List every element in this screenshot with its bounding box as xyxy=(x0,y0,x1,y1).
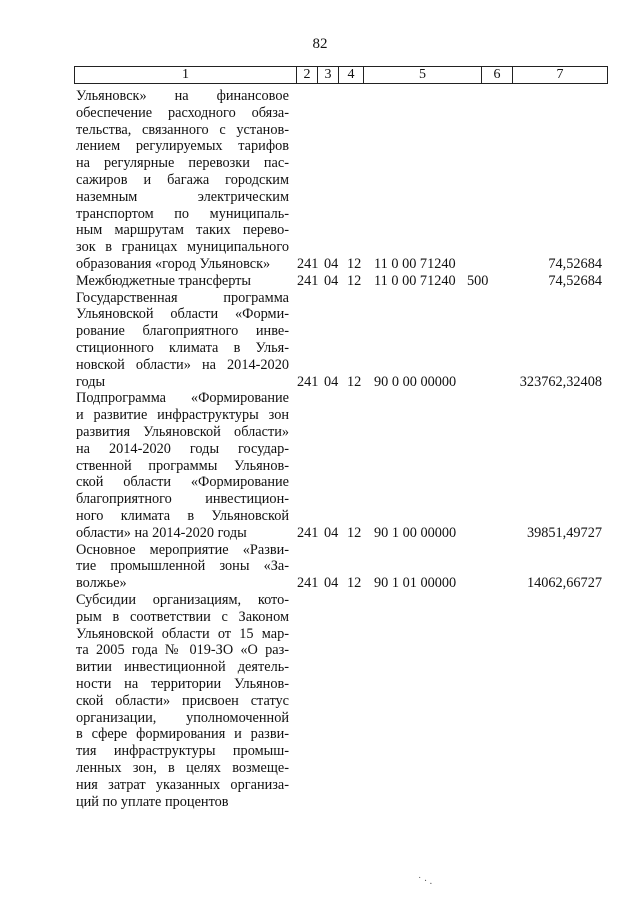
target-article-code: 90 1 00 00000 xyxy=(374,524,457,541)
row-description xyxy=(76,273,289,290)
description-line: ций по уплате процентов xyxy=(76,793,229,810)
description-line: рование благоприятного инве- xyxy=(76,323,289,340)
description-line: Основное мероприятие «Разви- xyxy=(76,541,289,558)
description-line: волжье» xyxy=(76,575,127,592)
description-line: ской области «Формирование xyxy=(76,474,289,491)
amount: 74,52684 xyxy=(548,256,602,272)
description-line: лением регулируемых тарифов xyxy=(76,138,289,155)
description-line: на 2014-2020 годы государ- xyxy=(76,440,289,457)
description-line: ности на территории Ульянов- xyxy=(76,675,289,692)
target-article-code: 90 0 00 00000 xyxy=(374,373,457,390)
section-code: 04 xyxy=(324,575,339,592)
section-code: 04 xyxy=(324,272,339,289)
header-col-2: 2 xyxy=(297,67,318,83)
description-line: витии инвестиционной деятель- xyxy=(76,659,289,676)
description-line: образования «город Ульяновск» xyxy=(76,255,271,272)
expense-type-code: 500 xyxy=(467,272,489,289)
description-line: транспортом по муниципаль- xyxy=(76,205,289,222)
description-line: Ульяновск» на финансовое xyxy=(76,88,289,104)
grbs-code: 241 xyxy=(297,524,319,541)
section-code: 04 xyxy=(324,524,339,541)
row-description xyxy=(76,390,289,541)
description-line: сажиров и багажа городским xyxy=(76,171,289,188)
description-line: в сфере формирования и разви- xyxy=(76,726,289,743)
description-line: зок в границах муниципального xyxy=(76,239,289,256)
description-line: наземным электрическим xyxy=(76,188,289,205)
target-article-code: 11 0 00 71240 xyxy=(374,256,456,272)
description-line: Ульяновской области «Форми- xyxy=(76,306,289,323)
row-description xyxy=(76,542,289,592)
description-line: и развитие инфраструктуры зон xyxy=(76,407,289,424)
description-line: ленных зон, в целях возмеще- xyxy=(76,759,289,776)
header-col-7: 7 xyxy=(556,67,564,82)
subsection-code: 12 xyxy=(347,575,362,592)
description-line: на регулярные перевозки пас- xyxy=(76,155,289,172)
description-line: ным маршрутам таких перево- xyxy=(76,222,289,239)
section-code: 04 xyxy=(324,373,339,390)
target-article-code: 90 1 01 00000 xyxy=(374,575,457,592)
header-col-6: 6 xyxy=(482,67,513,83)
description-line: ного климата в Ульяновской xyxy=(76,507,289,524)
description-line: новской области» на 2014-2020 xyxy=(76,356,289,373)
row-description xyxy=(76,88,289,273)
subsection-code: 12 xyxy=(347,373,362,390)
description-line: годы xyxy=(76,373,106,390)
description-line: ской области» присвоен статус xyxy=(76,692,289,709)
header-col-3: 3 xyxy=(318,67,339,83)
description-line: рым в соответствии с Законом xyxy=(76,608,289,625)
row-description xyxy=(76,290,289,391)
amount: 323762,32408 xyxy=(519,373,602,390)
scan-speck: ˙ · . xyxy=(418,876,433,887)
description-line: области» на 2014-2020 годы xyxy=(76,524,247,541)
description-line: Государственная программа xyxy=(76,289,289,306)
subsection-code: 12 xyxy=(347,256,362,272)
subsection-code: 12 xyxy=(347,272,362,289)
section-code: 04 xyxy=(324,256,339,272)
description-line: Подпрограмма «Формирование xyxy=(76,390,289,407)
header-col-5: 5 xyxy=(364,67,482,83)
description-line: ния затрат указанных организа- xyxy=(76,776,289,793)
description-line: организации, уполномоченной xyxy=(76,709,289,726)
amount: 39851,49727 xyxy=(526,524,602,541)
description-line: Межбюджетные трансферты xyxy=(76,272,252,289)
subsection-code: 12 xyxy=(347,524,362,541)
header-col-1: 1 xyxy=(75,67,297,83)
grbs-code: 241 xyxy=(297,575,319,592)
description-line: благоприятного инвестицион- xyxy=(76,491,289,508)
description-line: обеспечение расходного обяза- xyxy=(76,104,289,121)
description-line: тие промышленной зоны «За- xyxy=(76,558,289,575)
amount: 74,52684 xyxy=(548,272,602,289)
description-line: та 2005 года № 019-ЗО «О раз- xyxy=(76,642,289,659)
description-line: развития Ульяновской области» xyxy=(76,423,289,440)
row-description xyxy=(76,592,289,810)
header-col-4: 4 xyxy=(339,67,364,83)
description-line: Ульяновской области от 15 мар- xyxy=(76,625,289,642)
description-line: Субсидии организациям, кото- xyxy=(76,592,289,608)
table-header xyxy=(74,66,608,84)
description-line: тельства, связанного с установ- xyxy=(76,121,289,138)
page-number: 82 xyxy=(312,36,328,52)
grbs-code: 241 xyxy=(297,256,319,272)
grbs-code: 241 xyxy=(297,272,319,289)
amount: 14062,66727 xyxy=(526,575,602,592)
target-article-code: 11 0 00 71240 xyxy=(374,272,456,289)
description-line: ственной программы Ульянов- xyxy=(76,457,289,474)
description-line: тия инфраструктуры промыш- xyxy=(76,743,289,760)
description-line: стиционного климата в Улья- xyxy=(76,339,289,356)
grbs-code: 241 xyxy=(297,373,319,390)
